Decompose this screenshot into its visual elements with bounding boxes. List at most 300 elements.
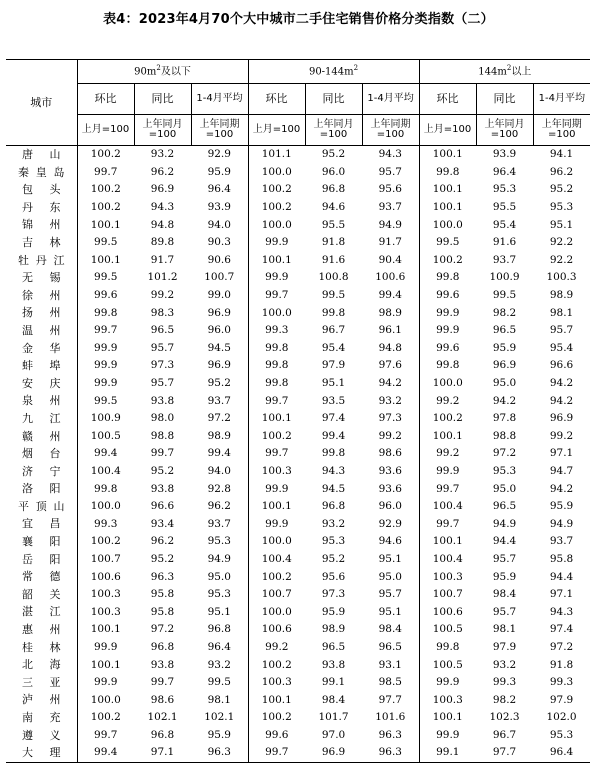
index-value-cell: 99.9 xyxy=(436,306,460,319)
city-name-cell: 韶关 xyxy=(6,586,77,604)
index-value-cell: 93.2 xyxy=(321,517,346,530)
index-value-cell: 99.8 xyxy=(321,447,346,460)
index-value-cell: 97.0 xyxy=(321,728,346,741)
group-header-medium: $90-144m^2$ xyxy=(248,60,419,84)
index-value-cell: 100.6 xyxy=(90,570,121,583)
table-row xyxy=(6,340,590,358)
index-value-cell: 101.1 xyxy=(261,148,292,161)
index-value-cell: 96.8 xyxy=(191,621,248,639)
index-value-cell: 99.4 xyxy=(77,744,134,762)
index-value-cell: 95.3 xyxy=(492,464,517,477)
index-value-cell: 99.9 xyxy=(436,464,460,477)
table-row xyxy=(6,428,590,446)
city-name-cell: 锦州 xyxy=(6,216,77,234)
index-value-cell: 99.9 xyxy=(265,482,289,495)
index-value-cell: 97.1 xyxy=(549,588,574,601)
index-value-cell: 97.1 xyxy=(549,447,574,460)
index-value-cell: 99.2 xyxy=(436,394,460,407)
table-row xyxy=(6,744,590,762)
index-value-cell: 98.6 xyxy=(362,445,419,463)
index-value-cell: 100.2 xyxy=(90,201,121,214)
index-value-cell: 97.9 xyxy=(321,359,346,372)
index-value-cell: 99.9 xyxy=(436,676,460,689)
city-name-cell: 襄阳 xyxy=(6,533,77,551)
table-row xyxy=(6,498,590,516)
index-value-cell: 99.5 xyxy=(492,289,517,302)
index-value-cell: 93.9 xyxy=(191,199,248,217)
sub-header-yoy: 同比 xyxy=(134,84,191,115)
index-value-cell: 99.3 xyxy=(265,324,289,337)
index-value-cell: 93.8 xyxy=(150,482,175,495)
index-value-cell: 100.2 xyxy=(90,711,121,724)
base-header-same-month: 上年同月=100 xyxy=(134,115,191,146)
index-value-cell: 99.8 xyxy=(265,341,289,354)
price-index-table xyxy=(6,59,590,763)
index-value-cell: 99.6 xyxy=(436,341,460,354)
index-value-cell: 95.3 xyxy=(492,183,517,196)
index-value-cell: 96.1 xyxy=(362,322,419,340)
index-value-cell: 96.5 xyxy=(492,500,517,513)
index-value-cell: 98.1 xyxy=(549,306,574,319)
index-value-cell: 97.3 xyxy=(150,359,175,372)
index-value-cell: 98.3 xyxy=(150,306,175,319)
table-title: 表4：2023年4月70个大中城市二手住宅销售价格分类指数（二） xyxy=(103,12,494,27)
index-value-cell: 100.2 xyxy=(90,183,121,196)
index-value-cell: 99.6 xyxy=(94,289,118,302)
index-value-cell: 100.8 xyxy=(318,271,349,284)
base-header-same-period: 上年同期=100 xyxy=(362,115,419,146)
sub-header-mom: 环比 xyxy=(77,84,134,115)
base-header-last-month: 上月=100 xyxy=(248,115,305,146)
index-value-cell: 96.9 xyxy=(549,412,574,425)
index-value-cell: 99.7 xyxy=(248,744,305,762)
index-value-cell: 99.9 xyxy=(265,236,289,249)
index-value-cell: 99.5 xyxy=(321,289,346,302)
index-value-cell: 94.8 xyxy=(362,340,419,358)
table-row xyxy=(6,656,590,674)
index-value-cell: 99.3 xyxy=(549,676,574,689)
table-row xyxy=(6,146,590,164)
index-value-cell: 94.5 xyxy=(191,340,248,358)
index-value-cell: 100.1 xyxy=(432,535,463,548)
index-value-cell: 95.2 xyxy=(191,375,248,393)
table-row xyxy=(6,603,590,621)
index-value-cell: 98.0 xyxy=(150,412,175,425)
index-value-cell: 97.2 xyxy=(191,410,248,428)
index-value-cell: 101.6 xyxy=(362,709,419,727)
index-value-cell: 94.1 xyxy=(549,148,574,161)
index-value-cell: 98.6 xyxy=(150,693,175,706)
table-row xyxy=(6,287,590,305)
index-value-cell: 100.0 xyxy=(261,306,292,319)
index-value-cell: 99.9 xyxy=(94,359,118,372)
index-value-cell: 97.3 xyxy=(362,410,419,428)
index-value-cell: 98.5 xyxy=(362,674,419,692)
index-value-cell: 98.9 xyxy=(191,428,248,446)
index-value-cell: 95.5 xyxy=(321,218,346,231)
table-row xyxy=(6,691,590,709)
index-value-cell: 96.3 xyxy=(150,570,175,583)
index-value-cell: 94.6 xyxy=(362,533,419,551)
index-value-cell: 96.8 xyxy=(150,640,175,653)
table-row xyxy=(6,727,590,745)
base-header-same-period: 上年同期=100 xyxy=(533,115,590,146)
index-value-cell: 99.8 xyxy=(321,306,346,319)
index-value-cell: 95.2 xyxy=(150,552,175,565)
index-value-cell: 102.3 xyxy=(489,711,520,724)
index-value-cell: 100.0 xyxy=(261,165,292,178)
index-value-cell: 94.2 xyxy=(362,375,419,393)
index-value-cell: 95.4 xyxy=(549,341,574,354)
index-value-cell: 97.2 xyxy=(549,640,574,653)
city-name-cell: 九江 xyxy=(6,410,77,428)
index-value-cell: 99.8 xyxy=(436,165,460,178)
table-row xyxy=(6,463,590,481)
index-value-cell: 99.2 xyxy=(265,640,289,653)
index-value-cell: 100.7 xyxy=(90,552,121,565)
index-value-cell: 97.4 xyxy=(321,412,346,425)
table-row xyxy=(6,392,590,410)
index-value-cell: 100.4 xyxy=(432,552,463,565)
index-value-cell: 102.1 xyxy=(191,709,248,727)
index-value-cell: 99.7 xyxy=(94,324,118,337)
index-value-cell: 96.0 xyxy=(191,322,248,340)
index-value-cell: 100.2 xyxy=(261,658,292,671)
index-value-cell: 94.2 xyxy=(492,394,517,407)
city-name-cell: 宜昌 xyxy=(6,515,77,533)
index-value-cell: 100.5 xyxy=(432,623,463,636)
city-name-cell: 秦皇岛 xyxy=(6,164,77,182)
index-value-cell: 92.9 xyxy=(362,515,419,533)
index-value-cell: 99.9 xyxy=(265,517,289,530)
index-value-cell: 94.4 xyxy=(549,570,574,583)
index-value-cell: 94.9 xyxy=(191,551,248,569)
city-name-cell: 蚌埠 xyxy=(6,357,77,375)
index-value-cell: 96.5 xyxy=(492,324,517,337)
table-row xyxy=(6,586,590,604)
index-value-cell: 100.1 xyxy=(261,253,292,266)
index-value-cell: 96.4 xyxy=(191,639,248,657)
city-name-cell: 南充 xyxy=(6,709,77,727)
index-value-cell: 100.3 xyxy=(90,605,121,618)
index-value-cell: 94.2 xyxy=(549,394,574,407)
city-name-cell: 济宁 xyxy=(6,463,77,481)
table-body xyxy=(6,146,590,763)
index-value-cell: 100.0 xyxy=(261,535,292,548)
index-value-cell: 93.8 xyxy=(321,658,346,671)
index-value-cell: 92.9 xyxy=(191,146,248,164)
index-value-cell: 99.9 xyxy=(436,728,460,741)
city-name-cell: 常德 xyxy=(6,568,77,586)
index-value-cell: 99.2 xyxy=(150,289,175,302)
index-value-cell: 93.2 xyxy=(150,148,175,161)
index-value-cell: 93.7 xyxy=(362,199,419,217)
city-name-cell: 丹东 xyxy=(6,199,77,217)
city-name-cell: 洛阳 xyxy=(6,480,77,498)
index-value-cell: 99.7 xyxy=(265,394,289,407)
index-value-cell: 99.9 xyxy=(94,676,118,689)
index-value-cell: 90.4 xyxy=(362,252,419,270)
index-value-cell: 96.8 xyxy=(150,728,175,741)
table-row xyxy=(6,234,590,252)
index-value-cell: 100.2 xyxy=(261,570,292,583)
city-name-cell: 三亚 xyxy=(6,674,77,692)
index-value-cell: 95.2 xyxy=(321,148,346,161)
index-value-cell: 94.2 xyxy=(549,482,574,495)
index-value-cell: 98.4 xyxy=(492,588,517,601)
index-value-cell: 100.7 xyxy=(261,588,292,601)
index-value-cell: 95.3 xyxy=(191,586,248,604)
table-row xyxy=(6,639,590,657)
city-name-cell: 赣州 xyxy=(6,428,77,446)
index-value-cell: 93.2 xyxy=(362,392,419,410)
index-value-cell: 98.4 xyxy=(321,693,346,706)
index-value-cell: 99.6 xyxy=(436,289,460,302)
index-value-cell: 94.8 xyxy=(150,218,175,231)
index-value-cell: 93.6 xyxy=(362,480,419,498)
index-value-cell: 100.5 xyxy=(90,429,121,442)
index-value-cell: 100.1 xyxy=(261,412,292,425)
index-value-cell: 95.9 xyxy=(191,727,248,745)
table-row xyxy=(6,357,590,375)
index-value-cell: 98.1 xyxy=(492,623,517,636)
index-value-cell: 100.1 xyxy=(261,693,292,706)
sub-header-yoy: 同比 xyxy=(305,84,362,115)
index-value-cell: 100.2 xyxy=(432,412,463,425)
index-value-cell: 93.7 xyxy=(191,392,248,410)
index-value-cell: 98.1 xyxy=(191,691,248,709)
index-value-cell: 100.0 xyxy=(261,605,292,618)
index-value-cell: 100.2 xyxy=(261,711,292,724)
index-value-cell: 100.6 xyxy=(362,269,419,287)
index-value-cell: 96.8 xyxy=(321,500,346,513)
index-value-cell: 99.7 xyxy=(94,165,118,178)
index-value-cell: 100.6 xyxy=(432,605,463,618)
index-value-cell: 93.7 xyxy=(191,515,248,533)
index-value-cell: 91.6 xyxy=(321,253,346,266)
index-value-cell: 99.8 xyxy=(436,359,460,372)
index-value-cell: 100.3 xyxy=(261,464,292,477)
index-value-cell: 94.3 xyxy=(549,605,574,618)
index-value-cell: 97.7 xyxy=(476,744,533,762)
index-value-cell: 96.6 xyxy=(549,359,574,372)
index-value-cell: 95.0 xyxy=(362,568,419,586)
index-value-cell: 95.3 xyxy=(549,201,574,214)
index-value-cell: 95.6 xyxy=(321,570,346,583)
table-row xyxy=(6,533,590,551)
index-value-cell: 95.8 xyxy=(150,605,175,618)
index-value-cell: 93.8 xyxy=(150,394,175,407)
table-row xyxy=(6,674,590,692)
index-value-cell: 99.1 xyxy=(321,676,346,689)
index-value-cell: 97.9 xyxy=(549,693,574,706)
index-value-cell: 93.2 xyxy=(492,658,517,671)
index-value-cell: 100.3 xyxy=(546,271,577,284)
index-value-cell: 95.7 xyxy=(492,605,517,618)
index-value-cell: 95.3 xyxy=(191,533,248,551)
city-name-cell: 岳阳 xyxy=(6,551,77,569)
index-value-cell: 95.5 xyxy=(492,201,517,214)
index-value-cell: 94.7 xyxy=(549,464,574,477)
index-value-cell: 93.1 xyxy=(362,656,419,674)
city-name-cell: 北海 xyxy=(6,656,77,674)
index-value-cell: 96.2 xyxy=(150,535,175,548)
index-value-cell: 93.2 xyxy=(191,656,248,674)
city-name-cell: 烟台 xyxy=(6,445,77,463)
index-value-cell: 99.5 xyxy=(94,236,118,249)
index-value-cell: 93.7 xyxy=(492,253,517,266)
city-name-cell: 包头 xyxy=(6,181,77,199)
index-value-cell: 95.7 xyxy=(362,586,419,604)
index-value-cell: 100.2 xyxy=(261,183,292,196)
city-name-cell: 泸州 xyxy=(6,691,77,709)
table-row xyxy=(6,480,590,498)
index-value-cell: 99.5 xyxy=(94,394,118,407)
index-value-cell: 95.1 xyxy=(362,551,419,569)
index-value-cell: 99.7 xyxy=(265,289,289,302)
index-value-cell: 96.5 xyxy=(150,324,175,337)
city-column-header: 城市 xyxy=(6,60,77,146)
index-value-cell: 99.7 xyxy=(265,447,289,460)
table-row xyxy=(6,445,590,463)
index-value-cell: 93.9 xyxy=(492,148,517,161)
index-value-cell: 96.4 xyxy=(533,744,590,762)
index-value-cell: 99.2 xyxy=(362,428,419,446)
table-row xyxy=(6,375,590,393)
index-value-cell: 98.9 xyxy=(549,289,574,302)
index-value-cell: 96.0 xyxy=(321,165,346,178)
index-value-cell: 95.9 xyxy=(549,500,574,513)
index-value-cell: 95.6 xyxy=(362,181,419,199)
index-value-cell: 100.2 xyxy=(432,253,463,266)
index-value-cell: 97.3 xyxy=(321,588,346,601)
sub-header-mom: 环比 xyxy=(248,84,305,115)
index-value-cell: 93.7 xyxy=(549,535,574,548)
index-value-cell: 94.3 xyxy=(321,464,346,477)
index-value-cell: 95.1 xyxy=(191,603,248,621)
index-value-cell: 94.9 xyxy=(492,517,517,530)
table-row xyxy=(6,269,590,287)
index-value-cell: 99.2 xyxy=(436,447,460,460)
index-value-cell: 99.4 xyxy=(94,447,118,460)
group-header-large: $144m^2$以上 xyxy=(419,60,590,84)
index-value-cell: 98.4 xyxy=(362,621,419,639)
index-value-cell: 96.8 xyxy=(321,183,346,196)
index-value-cell: 99.9 xyxy=(94,377,118,389)
index-value-cell: 95.3 xyxy=(549,728,574,741)
index-value-cell: 95.2 xyxy=(549,183,574,196)
index-value-cell: 93.4 xyxy=(150,517,175,530)
index-value-cell: 98.9 xyxy=(362,304,419,322)
index-value-cell: 99.3 xyxy=(94,517,118,530)
city-name-cell: 遵义 xyxy=(6,727,77,745)
index-value-cell: 95.7 xyxy=(150,377,175,389)
city-name-cell: 惠州 xyxy=(6,621,77,639)
index-value-cell: 100.7 xyxy=(432,588,463,601)
base-header-last-month: 上月=100 xyxy=(77,115,134,146)
index-value-cell: 99.1 xyxy=(419,744,476,762)
index-value-cell: 95.9 xyxy=(321,605,346,618)
index-value-cell: 95.4 xyxy=(321,341,346,354)
index-value-cell: 99.9 xyxy=(436,324,460,337)
sub-header-avg: 1-4月平均 xyxy=(362,84,419,115)
index-value-cell: 94.9 xyxy=(549,517,574,530)
index-value-cell: 99.4 xyxy=(362,287,419,305)
index-value-cell: 95.1 xyxy=(321,377,346,389)
city-name-cell: 牡丹江 xyxy=(6,252,77,270)
index-value-cell: 93.5 xyxy=(321,394,346,407)
city-name-cell: 无锡 xyxy=(6,269,77,287)
index-value-cell: 99.8 xyxy=(94,482,118,495)
index-value-cell: 96.7 xyxy=(321,324,346,337)
index-value-cell: 99.3 xyxy=(492,676,517,689)
sub-header-yoy: 同比 xyxy=(476,84,533,115)
index-value-cell: 96.3 xyxy=(362,744,419,762)
table-row xyxy=(6,199,590,217)
index-value-cell: 99.4 xyxy=(321,429,346,442)
index-value-cell: 99.9 xyxy=(94,640,118,653)
index-value-cell: 96.2 xyxy=(191,498,248,516)
index-value-cell: 94.4 xyxy=(492,535,517,548)
index-value-cell: 97.4 xyxy=(549,623,574,636)
index-value-cell: 95.1 xyxy=(549,218,574,231)
city-name-cell: 金华 xyxy=(6,340,77,358)
index-value-cell: 92.2 xyxy=(549,236,574,249)
index-value-cell: 99.9 xyxy=(265,271,289,284)
sub-header-mom: 环比 xyxy=(419,84,476,115)
index-value-cell: 95.7 xyxy=(362,164,419,182)
index-value-cell: 94.0 xyxy=(191,463,248,481)
index-value-cell: 94.2 xyxy=(549,377,574,389)
index-value-cell: 96.2 xyxy=(150,165,175,178)
index-value-cell: 95.2 xyxy=(150,464,175,477)
index-value-cell: 91.7 xyxy=(150,253,175,266)
index-value-cell: 96.4 xyxy=(492,165,517,178)
index-value-cell: 99.7 xyxy=(150,447,175,460)
index-value-cell: 95.8 xyxy=(150,588,175,601)
index-value-cell: 100.4 xyxy=(261,552,292,565)
index-value-cell: 99.6 xyxy=(265,728,289,741)
index-value-cell: 98.2 xyxy=(492,693,517,706)
index-value-cell: 95.0 xyxy=(492,377,517,389)
index-value-cell: 97.2 xyxy=(150,623,175,636)
index-value-cell: 96.9 xyxy=(492,359,517,372)
index-value-cell: 100.3 xyxy=(432,693,463,706)
index-value-cell: 96.3 xyxy=(362,727,419,745)
table-row xyxy=(6,216,590,234)
index-value-cell: 95.0 xyxy=(191,568,248,586)
index-value-cell: 100.1 xyxy=(261,500,292,513)
index-value-cell: 90.6 xyxy=(191,252,248,270)
index-value-cell: 100.3 xyxy=(90,588,121,601)
index-value-cell: 101.2 xyxy=(147,271,178,284)
table-row xyxy=(6,621,590,639)
index-value-cell: 94.3 xyxy=(362,146,419,164)
index-value-cell: 94.3 xyxy=(150,201,175,214)
index-value-cell: 100.1 xyxy=(90,253,121,266)
sub-header-avg: 1-4月平均 xyxy=(533,84,590,115)
index-value-cell: 100.0 xyxy=(90,693,121,706)
index-value-cell: 100.1 xyxy=(90,218,121,231)
index-value-cell: 93.8 xyxy=(150,658,175,671)
index-value-cell: 100.0 xyxy=(432,377,463,389)
city-name-cell: 扬州 xyxy=(6,304,77,322)
index-value-cell: 100.1 xyxy=(432,429,463,442)
index-value-cell: 96.5 xyxy=(321,640,346,653)
base-header-same-period: 上年同期=100 xyxy=(191,115,248,146)
city-name-cell: 温州 xyxy=(6,322,77,340)
city-name-cell: 桂林 xyxy=(6,639,77,657)
